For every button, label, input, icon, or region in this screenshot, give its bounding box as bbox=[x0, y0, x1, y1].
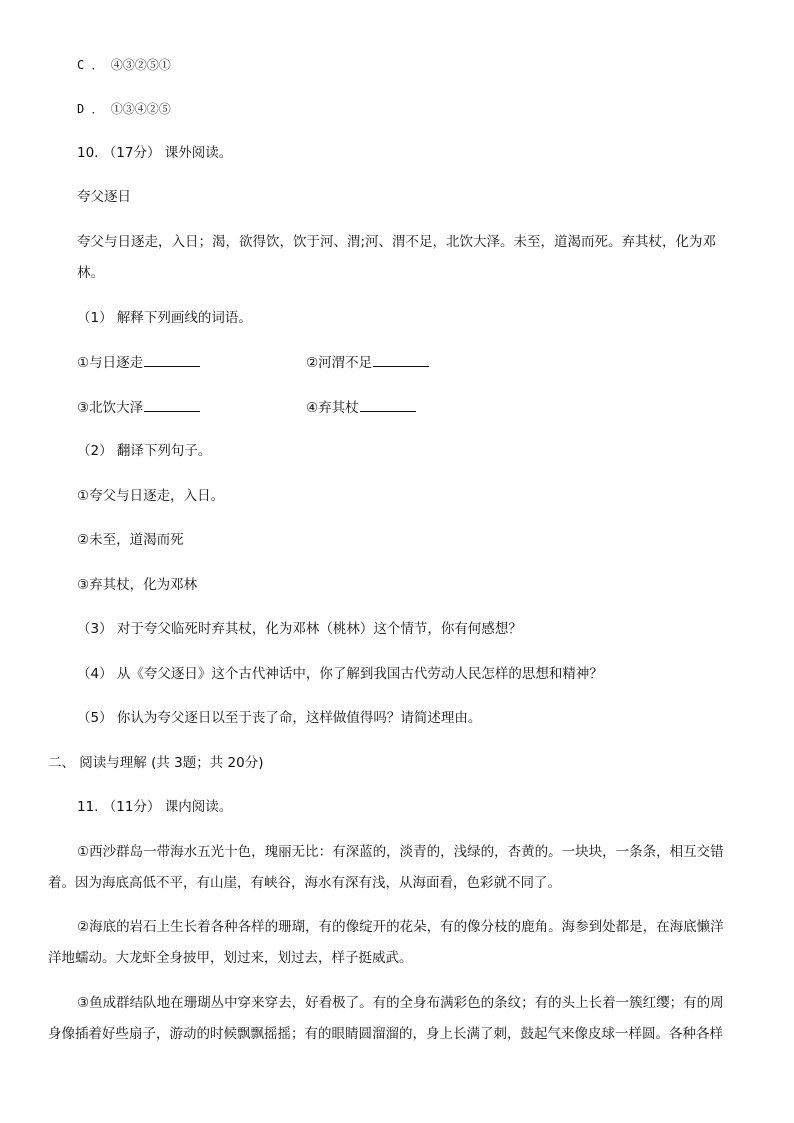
q10-sub2: （2） 翻译下列句子。 bbox=[77, 443, 212, 459]
answer-blank[interactable] bbox=[144, 352, 200, 367]
q10-word4-text: ④弃其杖 bbox=[306, 400, 359, 416]
q10-word1 bbox=[77, 352, 200, 373]
q10-word3 bbox=[77, 397, 200, 418]
q10-title: 夸父逐日 bbox=[77, 189, 131, 205]
q10-passage-line1: 夸父与日逐走，入日；渴，欲得饮，饮于河、渭;河、渭不足，北饮大泽。未至，道渴而死。弃其杖，化为邓 bbox=[77, 234, 717, 250]
option-c-value: ④③②⑤① bbox=[110, 58, 171, 72]
q10-word1-text: ①与日逐走 bbox=[77, 355, 144, 371]
q11-p1-line1: ①西沙群岛一带海水五光十色，瑰丽无比：有深蓝的，淡青的，浅绿的，杏黄的。一块块，一条条，相互交错 bbox=[77, 844, 724, 860]
q10-sub1: （1） 解释下列画线的词语。 bbox=[77, 310, 252, 326]
answer-blank[interactable] bbox=[360, 397, 416, 412]
q11-p3-line2: 身像插着好些扇子，游动的时候飘飘摇摇；有的眼睛圆溜溜的，身上长满了刺，鼓起气来像皮球一样圆。各种各样 bbox=[48, 1026, 723, 1042]
option-d bbox=[77, 99, 171, 119]
q11-header: 11. （11分） 课内阅读。 bbox=[77, 799, 233, 815]
q11-p2-line1: ②海底的岩石上生长着各种各样的珊瑚，有的像绽开的花朵，有的像分枝的鹿角。海参到处都是，在海底懒洋 bbox=[77, 919, 724, 935]
q10-header: 10. （17分） 课外阅读。 bbox=[77, 145, 233, 161]
q10-translate3: ③弃其杖，化为邓林 bbox=[77, 577, 198, 593]
q10-sub4: （4） 从《夸父逐日》这个古代神话中，你了解到我国古代劳动人民怎样的思想和精神？ bbox=[77, 666, 603, 682]
q10-word2-text: ②河渭不足 bbox=[306, 355, 373, 371]
option-d-sep: ． bbox=[91, 102, 104, 116]
answer-blank[interactable] bbox=[144, 397, 200, 412]
q10-sub5: （5） 你认为夸父逐日以至于丧了命，这样做值得吗？请简述理由。 bbox=[77, 710, 482, 726]
q10-translate2: ②未至，道渴而死 bbox=[77, 532, 184, 548]
option-c-sep: ． bbox=[91, 58, 104, 72]
q11-p3-line1: ③鱼成群结队地在珊瑚丛中穿来穿去，好看极了。有的全身布满彩色的条纹；有的头上长着一簇红缨；有的周 bbox=[77, 995, 724, 1011]
option-c-letter: C bbox=[77, 58, 85, 72]
q11-p2-line2: 洋地蠕动。大龙虾全身披甲，划过来，划过去，样子挺威武。 bbox=[48, 950, 413, 966]
q10-word2 bbox=[306, 352, 429, 373]
q10-word4 bbox=[306, 397, 416, 418]
q10-word3-text: ③北饮大泽 bbox=[77, 400, 144, 416]
section2-heading: 二、 阅读与理解 (共 3题；共 20分) bbox=[48, 755, 264, 771]
option-d-letter: D bbox=[77, 102, 85, 116]
option-d-value: ①③④②⑤ bbox=[110, 102, 171, 116]
option-c bbox=[77, 55, 171, 75]
q11-p1-line2: 着。因为海底高低不平，有山崖，有峡谷，海水有深有浅，从海面看，色彩就不同了。 bbox=[48, 875, 561, 891]
q10-sub3: （3） 对于夸父临死时弃其杖，化为邓林（桃林）这个情节，你有何感想？ bbox=[77, 621, 522, 637]
q10-translate1: ①夸父与日逐走，入日。 bbox=[77, 488, 225, 504]
q10-passage-line2: 林。 bbox=[77, 265, 104, 281]
answer-blank[interactable] bbox=[373, 352, 429, 367]
